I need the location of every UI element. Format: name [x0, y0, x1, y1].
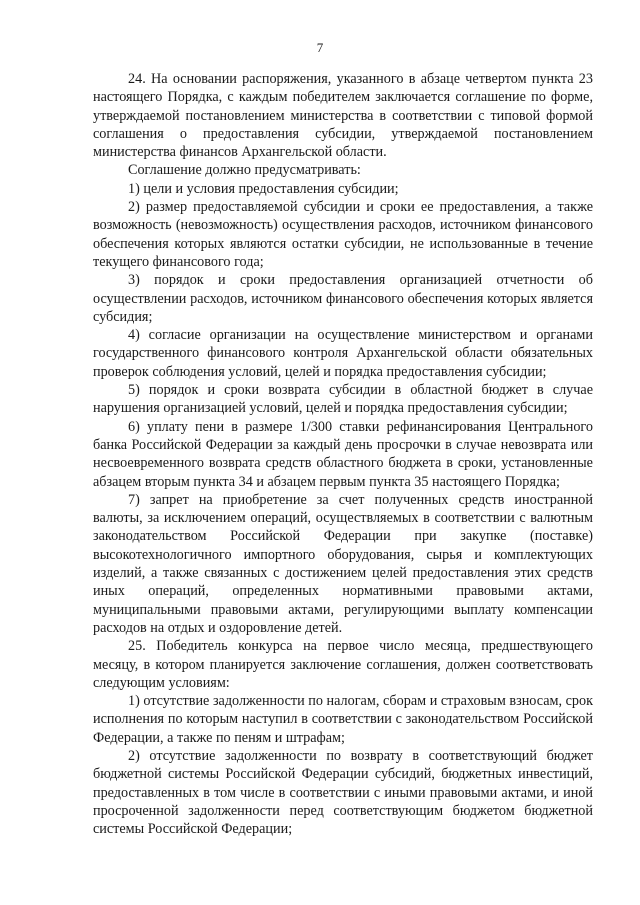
list-item-2-amount: 2) размер предоставляемой субсидии и сроки ее предоставления, а также возможность (невозможность) осуществления расходов, источником финансового обеспечения которых являются остатки субсидии, не использованные в течение текущего финансового года; — [93, 199, 593, 270]
paragraph-25: 25. Победитель конкурса на первое число месяца, предшествующего месяцу, в котором планируется заключение соглашения, должен соответствовать следующим условиям: — [93, 638, 593, 691]
list-item-1-goals: 1) цели и условия предоставления субсидии; — [128, 180, 399, 197]
list-item-3-reporting: 3) порядок и сроки предоставления организацией отчетности об осуществлении расходов, источником финансового обеспечения которых является субсидия; — [93, 272, 593, 325]
list-item-7-currency-ban: 7) запрет на приобретение за счет полученных средств иностранной валюты, за исключением операций, осуществляемых в соответствии с валютным законодательством Российской Федерации при закупке (поставке) высокотехнологичного импортного оборудования, сырья и комплектующих изделий, а также связанных с достижением целей предоставления этих средств иных операций, определенных нормативными правовыми актами, муниципальными правовыми актами, регулирующими выплату компенсации расходов на отдых и оздоровление детей. — [93, 491, 593, 636]
condition-item-1-taxes: 1) отсутствие задолженности по налогам, сборам и страховым взносам, срок исполнения по которым наступил в соответствии с законодательством Российской Федерации, а также по пеням и штрафам; — [93, 693, 593, 746]
list-item-4-consent: 4) согласие организации на осуществление министерством и органами государственного финансового контроля Архангельской области обязательных проверок соблюдения условий, целей и порядка предоставления субсидии; — [93, 327, 593, 380]
document-body — [93, 70, 593, 838]
paragraph-agreement-intro: Соглашение должно предусматривать: — [128, 162, 361, 179]
condition-item-2-budget-debt: 2) отсутствие задолженности по возврату в соответствующий бюджет бюджетной системы Российской Федерации субсидий, бюджетных инвестиций, предоставленных в том числе в соответствии с иными правовыми актами, и иной просроченной задолженности перед соответствующим бюджетом бюджетной системы Российской Федерации; — [93, 747, 593, 838]
paragraph-24: 24. На основании распоряжения, указанного в абзаце четвертом пункта 23 настоящего Порядка, с каждым победителем заключается соглашение по форме, утверждаемой постановлением министерства в соответствии с типовой формой соглашения о предоставления субсидии, утверждаемой постановлением министерства финансов Архангельской области. — [93, 71, 593, 161]
list-item-6-penalty: 6) уплату пени в размере 1/300 ставки рефинансирования Центрального банка Российской Федерации за каждый день просрочки в случае невозврата или несвоевременного возврата средств областного бюджета в сроки, установленные абзацем вторым пункта 34 и абзацем первым пункта 35 настоящего Порядка; — [93, 418, 593, 490]
list-item-5-return: 5) порядок и сроки возврата субсидии в областной бюджет в случае нарушения организацией условий, целей и порядка предоставления субсидии; — [93, 382, 593, 417]
page-number: 7 — [316, 40, 324, 55]
